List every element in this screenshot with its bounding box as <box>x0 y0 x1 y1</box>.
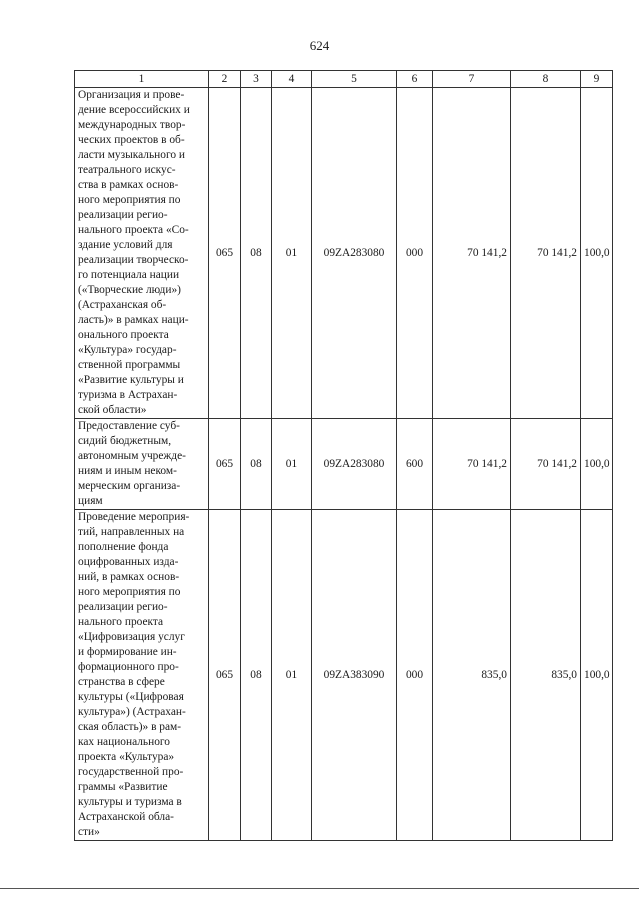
cell-col-3: 08 <box>241 510 272 841</box>
description-line: («Творческие люди») <box>78 284 181 296</box>
description-line: сти» <box>78 826 100 838</box>
description-line: тий, направленных на <box>78 526 185 538</box>
page-bottom-rule <box>0 888 639 889</box>
cell-col-2: 065 <box>209 510 241 841</box>
description-line: культура») (Астрахан- <box>78 706 186 718</box>
cell-col-7: 70 141,2 <box>433 88 511 419</box>
description-line: ниям и иным неком- <box>78 465 177 477</box>
description-line: реализации регио- <box>78 601 168 613</box>
cell-col-4: 01 <box>272 510 312 841</box>
description-line: ках национального <box>78 736 171 748</box>
header-col-7: 7 <box>433 71 511 88</box>
description-line: театрального искус- <box>78 164 176 176</box>
description-line: ласть)» в рамках наци- <box>78 314 189 326</box>
cell-col-4: 01 <box>272 419 312 510</box>
description-line: реализации творческо- <box>78 254 189 266</box>
cell-col-8: 70 141,2 <box>511 88 581 419</box>
description-line: граммы «Развитие <box>78 781 168 793</box>
description-line: культуры и туризма в <box>78 796 182 808</box>
description-line: онального проекта <box>78 329 169 341</box>
description-line: ний, в рамках основ- <box>78 571 180 583</box>
page-number: 624 <box>309 38 330 53</box>
description-line: ласти музыкального и <box>78 149 185 161</box>
description-line: ственной программы <box>78 359 181 371</box>
row-description <box>75 88 209 419</box>
description-line: (Астраханская об- <box>78 299 167 311</box>
table-row <box>75 88 613 419</box>
description-line: «Развитие культуры и <box>78 374 184 386</box>
cell-col-8: 835,0 <box>511 510 581 841</box>
description-line: го потенциала нации <box>78 269 180 281</box>
description-line: ного мероприятия по <box>78 194 181 206</box>
description-line: «Цифровизация услуг <box>78 631 185 643</box>
cell-col-2: 065 <box>209 419 241 510</box>
description-line: дение всероссийских и <box>78 104 190 116</box>
description-line: и формирование ин- <box>78 646 177 658</box>
cell-col-3: 08 <box>241 419 272 510</box>
description-line: ской области» <box>78 404 147 416</box>
description-line: нального проекта «Со- <box>78 224 189 236</box>
description-line: странства в сфере <box>78 676 165 688</box>
cell-col-5: 09ZA383090 <box>312 510 397 841</box>
header-col-9: 9 <box>581 71 613 88</box>
cell-col-9: 100,0 <box>581 88 613 419</box>
cell-col-6: 600 <box>397 419 433 510</box>
header-col-2: 2 <box>209 71 241 88</box>
header-col-3: 3 <box>241 71 272 88</box>
description-line: мерческим организа- <box>78 480 181 492</box>
budget-table <box>74 70 613 841</box>
cell-col-9: 100,0 <box>581 510 613 841</box>
description-line: ного мероприятия по <box>78 586 181 598</box>
description-line: туризма в Астрахан- <box>78 389 178 401</box>
table-row <box>75 419 613 510</box>
header-col-4: 4 <box>272 71 312 88</box>
description-line: нального проекта <box>78 616 164 628</box>
cell-col-2: 065 <box>209 88 241 419</box>
cell-col-4: 01 <box>272 88 312 419</box>
description-line: проекта «Культура» <box>78 751 175 763</box>
description-line: ская область)» в рам- <box>78 721 182 733</box>
description-line: сидий бюджетным, <box>78 435 172 447</box>
description-line: Организация и прове- <box>78 89 185 101</box>
header-row <box>75 71 613 88</box>
description-line: ства в рамках основ- <box>78 179 179 191</box>
row-description <box>75 419 209 510</box>
description-line: «Культура» государ- <box>78 344 177 356</box>
cell-col-6: 000 <box>397 88 433 419</box>
header-col-8: 8 <box>511 71 581 88</box>
cell-col-9: 100,0 <box>581 419 613 510</box>
description-line: реализации регио- <box>78 209 168 221</box>
description-line: культуры («Цифровая <box>78 691 184 703</box>
header-col-6: 6 <box>397 71 433 88</box>
header-col-1: 1 <box>75 71 209 88</box>
description-line: автономным учрежде- <box>78 450 186 462</box>
description-line: оцифрованных изда- <box>78 556 179 568</box>
description-line: государственной про- <box>78 766 184 778</box>
cell-col-6: 000 <box>397 510 433 841</box>
cell-col-5: 09ZA283080 <box>312 419 397 510</box>
cell-col-7: 835,0 <box>433 510 511 841</box>
description-line: Предоставление суб- <box>78 420 180 432</box>
description-line: Проведение мероприя- <box>78 511 190 523</box>
description-line: здание условий для <box>78 239 173 251</box>
description-line: ческих проектов в об- <box>78 134 185 146</box>
row-description <box>75 510 209 841</box>
description-line: пополнение фонда <box>78 541 169 553</box>
description-line: Астраханской обла- <box>78 811 174 823</box>
cell-col-3: 08 <box>241 88 272 419</box>
description-line: международных твор- <box>78 119 186 131</box>
cell-col-8: 70 141,2 <box>511 419 581 510</box>
header-col-5: 5 <box>312 71 397 88</box>
description-line: циям <box>78 495 103 507</box>
cell-col-5: 09ZA283080 <box>312 88 397 419</box>
description-line: формационного про- <box>78 661 179 673</box>
cell-col-7: 70 141,2 <box>433 419 511 510</box>
table-row <box>75 510 613 841</box>
